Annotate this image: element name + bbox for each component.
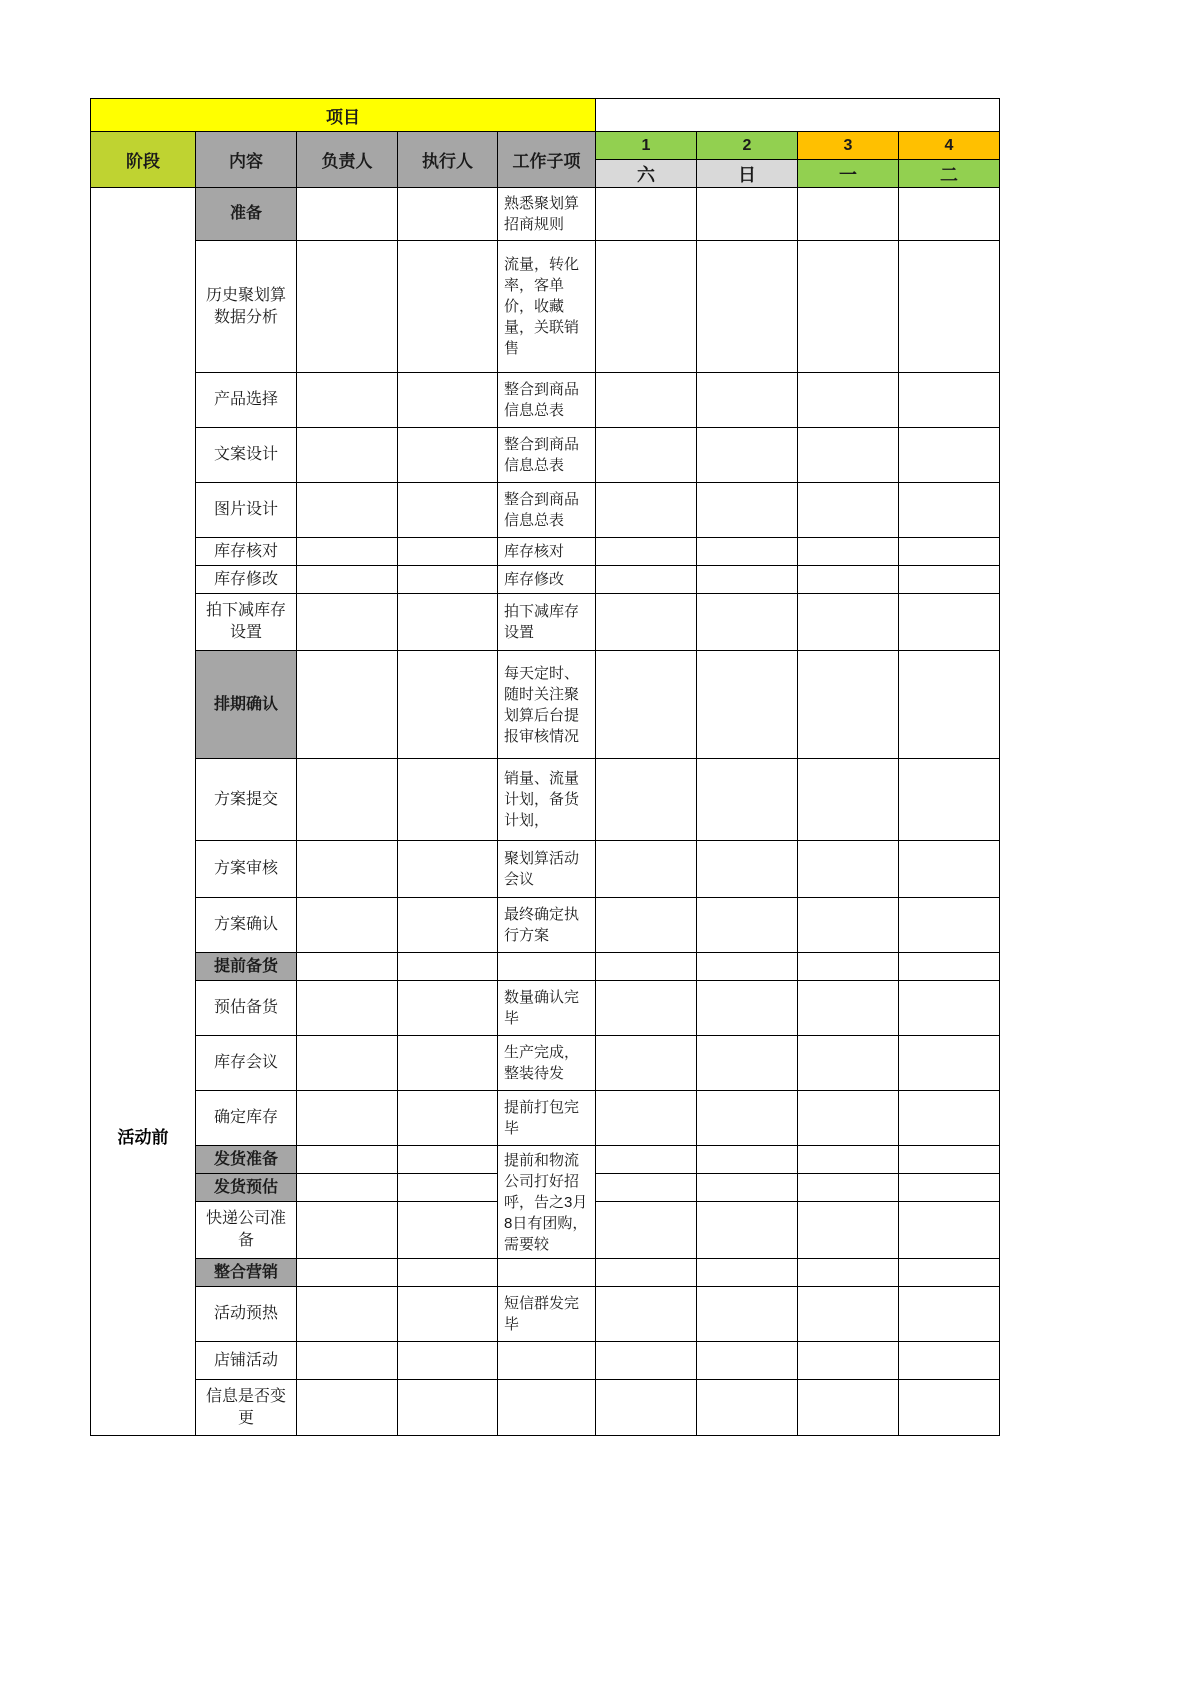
day-cell xyxy=(596,1202,697,1259)
day-cell xyxy=(697,566,798,594)
day-cell xyxy=(798,1287,899,1342)
table-row xyxy=(91,841,1000,898)
day-number-2: 2 xyxy=(697,132,798,160)
day-cell xyxy=(798,1380,899,1436)
day-cell xyxy=(697,241,798,373)
subitem-cell: 熟悉聚划算招商规则 xyxy=(498,188,596,241)
day-cell xyxy=(798,981,899,1036)
content-cell: 历史聚划算数据分析 xyxy=(196,241,297,373)
table-row xyxy=(91,483,1000,538)
executor-cell xyxy=(398,1174,498,1202)
content-cell: 预估备货 xyxy=(196,981,297,1036)
column-header-owner: 负责人 xyxy=(297,132,398,188)
day-cell xyxy=(798,566,899,594)
table-row xyxy=(91,1036,1000,1091)
day-cell xyxy=(798,953,899,981)
table-row xyxy=(91,898,1000,953)
executor-cell xyxy=(398,1380,498,1436)
executor-cell xyxy=(398,1259,498,1287)
day-cell xyxy=(899,1091,1000,1146)
day-cell xyxy=(899,953,1000,981)
project-row xyxy=(91,99,1000,132)
owner-cell xyxy=(297,566,398,594)
table-row xyxy=(91,1342,1000,1380)
day-cell xyxy=(899,898,1000,953)
owner-cell xyxy=(297,841,398,898)
project-header: 项目 xyxy=(91,99,596,132)
executor-cell xyxy=(398,1287,498,1342)
day-cell xyxy=(697,759,798,841)
day-cell xyxy=(899,241,1000,373)
day-cell xyxy=(697,1091,798,1146)
table-row xyxy=(91,1259,1000,1287)
day-cell xyxy=(798,1091,899,1146)
executor-cell xyxy=(398,651,498,759)
day-cell xyxy=(798,1036,899,1091)
day-cell xyxy=(899,373,1000,428)
day-cell xyxy=(697,1380,798,1436)
column-header-phase: 阶段 xyxy=(91,132,196,188)
subitem-cell xyxy=(498,1342,596,1380)
executor-cell xyxy=(398,428,498,483)
day-cell xyxy=(596,1342,697,1380)
day-cell xyxy=(798,1146,899,1174)
table-row xyxy=(91,428,1000,483)
executor-cell xyxy=(398,1342,498,1380)
day-cell xyxy=(697,1202,798,1259)
content-cell: 确定库存 xyxy=(196,1091,297,1146)
executor-cell xyxy=(398,953,498,981)
day-number-4: 4 xyxy=(899,132,1000,160)
day-name-sun: 日 xyxy=(697,160,798,188)
executor-cell xyxy=(398,566,498,594)
content-cell: 快递公司准备 xyxy=(196,1202,297,1259)
day-cell xyxy=(899,428,1000,483)
table-row xyxy=(91,759,1000,841)
content-cell: 方案提交 xyxy=(196,759,297,841)
day-cell xyxy=(798,759,899,841)
subitem-cell: 整合到商品信息总表 xyxy=(498,483,596,538)
schedule-body xyxy=(91,188,1000,1436)
subitem-cell xyxy=(498,1259,596,1287)
subitem-cell: 数量确认完毕 xyxy=(498,981,596,1036)
subitem-cell: 短信群发完毕 xyxy=(498,1287,596,1342)
content-cell: 方案审核 xyxy=(196,841,297,898)
day-cell xyxy=(596,1287,697,1342)
owner-cell xyxy=(297,953,398,981)
day-cell xyxy=(798,188,899,241)
subitem-cell: 提前打包完毕 xyxy=(498,1091,596,1146)
day-cell xyxy=(899,1174,1000,1202)
day-cell xyxy=(798,1202,899,1259)
owner-cell xyxy=(297,1091,398,1146)
day-cell xyxy=(596,759,697,841)
day-cell xyxy=(697,981,798,1036)
section-header-cell: 排期确认 xyxy=(196,651,297,759)
day-cell xyxy=(697,538,798,566)
executor-cell xyxy=(398,1146,498,1174)
day-cell xyxy=(798,373,899,428)
owner-cell xyxy=(297,1342,398,1380)
day-cell xyxy=(899,981,1000,1036)
executor-cell xyxy=(398,1036,498,1091)
day-cell xyxy=(596,594,697,651)
section-header-cell: 提前备货 xyxy=(196,953,297,981)
day-name-tue: 二 xyxy=(899,160,1000,188)
day-cell xyxy=(596,188,697,241)
day-cell xyxy=(697,651,798,759)
table-row xyxy=(91,188,1000,241)
day-cell xyxy=(596,1036,697,1091)
subitem-cell: 流量，转化率，客单价，收藏量，关联销售 xyxy=(498,241,596,373)
owner-cell xyxy=(297,188,398,241)
day-cell xyxy=(798,651,899,759)
subitem-cell: 整合到商品信息总表 xyxy=(498,373,596,428)
day-cell xyxy=(899,1146,1000,1174)
day-cell xyxy=(697,594,798,651)
day-cell xyxy=(697,1287,798,1342)
executor-cell xyxy=(398,594,498,651)
day-cell xyxy=(899,1342,1000,1380)
day-cell xyxy=(697,1146,798,1174)
subitem-cell: 库存核对 xyxy=(498,538,596,566)
executor-cell xyxy=(398,188,498,241)
executor-cell xyxy=(398,483,498,538)
day-cell xyxy=(899,594,1000,651)
owner-cell xyxy=(297,1287,398,1342)
day-cell xyxy=(697,1174,798,1202)
executor-cell xyxy=(398,759,498,841)
executor-cell xyxy=(398,841,498,898)
day-cell xyxy=(697,953,798,981)
day-cell xyxy=(697,1259,798,1287)
owner-cell xyxy=(297,428,398,483)
table-row xyxy=(91,651,1000,759)
day-cell xyxy=(899,1202,1000,1259)
day-cell xyxy=(596,1091,697,1146)
day-cell xyxy=(697,483,798,538)
header-row xyxy=(91,132,1000,160)
content-cell: 库存修改 xyxy=(196,566,297,594)
subitem-cell: 聚划算活动会议 xyxy=(498,841,596,898)
day-cell xyxy=(596,1146,697,1174)
table-row xyxy=(91,241,1000,373)
executor-cell xyxy=(398,241,498,373)
content-cell: 库存核对 xyxy=(196,538,297,566)
column-header-executor: 执行人 xyxy=(398,132,498,188)
day-cell xyxy=(596,373,697,428)
day-cell xyxy=(798,538,899,566)
section-header-cell: 整合营销 xyxy=(196,1259,297,1287)
day-cell xyxy=(596,953,697,981)
table-row xyxy=(91,1380,1000,1436)
table-row xyxy=(91,1287,1000,1342)
day-cell xyxy=(596,841,697,898)
phase-label: 活动前 xyxy=(117,1128,169,1147)
day-cell xyxy=(899,1259,1000,1287)
day-cell xyxy=(697,428,798,483)
column-header-subitem: 工作子项 xyxy=(498,132,596,188)
day-cell xyxy=(899,841,1000,898)
owner-cell xyxy=(297,981,398,1036)
owner-cell xyxy=(297,483,398,538)
day-cell xyxy=(697,898,798,953)
owner-cell xyxy=(297,651,398,759)
column-header-content: 内容 xyxy=(196,132,297,188)
content-cell: 拍下减库存设置 xyxy=(196,594,297,651)
content-cell: 产品选择 xyxy=(196,373,297,428)
day-cell xyxy=(596,1174,697,1202)
table-row xyxy=(91,566,1000,594)
day-cell xyxy=(697,188,798,241)
day-cell xyxy=(899,188,1000,241)
subitem-cell xyxy=(498,1380,596,1436)
owner-cell xyxy=(297,898,398,953)
content-cell: 文案设计 xyxy=(196,428,297,483)
subitem-cell: 销量、流量计划，备货计划， xyxy=(498,759,596,841)
day-cell xyxy=(798,241,899,373)
day-cell xyxy=(899,759,1000,841)
day-cell xyxy=(899,1380,1000,1436)
day-cell xyxy=(899,538,1000,566)
section-header-cell: 发货准备 xyxy=(196,1146,297,1174)
owner-cell xyxy=(297,594,398,651)
day-cell xyxy=(596,241,697,373)
executor-cell xyxy=(398,538,498,566)
day-cell xyxy=(899,566,1000,594)
day-cell xyxy=(596,981,697,1036)
day-cell xyxy=(596,538,697,566)
subitem-cell: 每天定时、随时关注聚划算后台提报审核情况 xyxy=(498,651,596,759)
day-cell xyxy=(899,483,1000,538)
executor-cell xyxy=(398,981,498,1036)
schedule-table xyxy=(90,98,1000,1436)
owner-cell xyxy=(297,759,398,841)
day-cell xyxy=(596,483,697,538)
day-cell xyxy=(596,428,697,483)
day-cell xyxy=(798,898,899,953)
subitem-cell: 生产完成，整装待发 xyxy=(498,1036,596,1091)
day-cell xyxy=(697,1342,798,1380)
subitem-cell xyxy=(498,953,596,981)
content-cell: 图片设计 xyxy=(196,483,297,538)
day-cell xyxy=(798,1174,899,1202)
table-row xyxy=(91,373,1000,428)
subitem-cell: 提前和物流公司打好招呼，告之3月8日有团购，需要较 xyxy=(498,1146,596,1259)
day-cell xyxy=(596,898,697,953)
top-empty-cell xyxy=(596,99,1000,132)
owner-cell xyxy=(297,1202,398,1259)
content-cell: 信息是否变更 xyxy=(196,1380,297,1436)
executor-cell xyxy=(398,373,498,428)
day-cell xyxy=(798,841,899,898)
day-cell xyxy=(697,373,798,428)
executor-cell xyxy=(398,1091,498,1146)
day-cell xyxy=(798,483,899,538)
day-cell xyxy=(899,1036,1000,1091)
table-row xyxy=(91,981,1000,1036)
day-cell xyxy=(798,1342,899,1380)
table-row xyxy=(91,538,1000,566)
executor-cell xyxy=(398,898,498,953)
day-cell xyxy=(798,594,899,651)
day-cell xyxy=(697,841,798,898)
day-number-3: 3 xyxy=(798,132,899,160)
content-cell: 店铺活动 xyxy=(196,1342,297,1380)
day-cell xyxy=(798,428,899,483)
subitem-cell: 最终确定执行方案 xyxy=(498,898,596,953)
owner-cell xyxy=(297,1380,398,1436)
day-cell xyxy=(596,1380,697,1436)
content-cell: 活动预热 xyxy=(196,1287,297,1342)
table-row xyxy=(91,953,1000,981)
owner-cell xyxy=(297,1174,398,1202)
day-name-sat: 六 xyxy=(596,160,697,188)
table-row xyxy=(91,1091,1000,1146)
day-cell xyxy=(899,1287,1000,1342)
content-cell: 方案确认 xyxy=(196,898,297,953)
owner-cell xyxy=(297,373,398,428)
subitem-cell: 拍下减库存设置 xyxy=(498,594,596,651)
day-name-mon: 一 xyxy=(798,160,899,188)
day-cell xyxy=(596,566,697,594)
subitem-cell: 整合到商品信息总表 xyxy=(498,428,596,483)
table-row xyxy=(91,594,1000,651)
day-cell xyxy=(596,1259,697,1287)
section-header-cell: 准备 xyxy=(196,188,297,241)
owner-cell xyxy=(297,1146,398,1174)
section-header-cell: 发货预估 xyxy=(196,1174,297,1202)
day-cell xyxy=(596,651,697,759)
owner-cell xyxy=(297,241,398,373)
content-cell: 库存会议 xyxy=(196,1036,297,1091)
day-cell xyxy=(697,1036,798,1091)
subitem-cell: 库存修改 xyxy=(498,566,596,594)
owner-cell xyxy=(297,1036,398,1091)
day-cell xyxy=(899,651,1000,759)
table-row xyxy=(91,1146,1000,1174)
executor-cell xyxy=(398,1202,498,1259)
day-number-1: 1 xyxy=(596,132,697,160)
owner-cell xyxy=(297,538,398,566)
phase-cell xyxy=(91,188,196,1436)
owner-cell xyxy=(297,1259,398,1287)
day-cell xyxy=(798,1259,899,1287)
